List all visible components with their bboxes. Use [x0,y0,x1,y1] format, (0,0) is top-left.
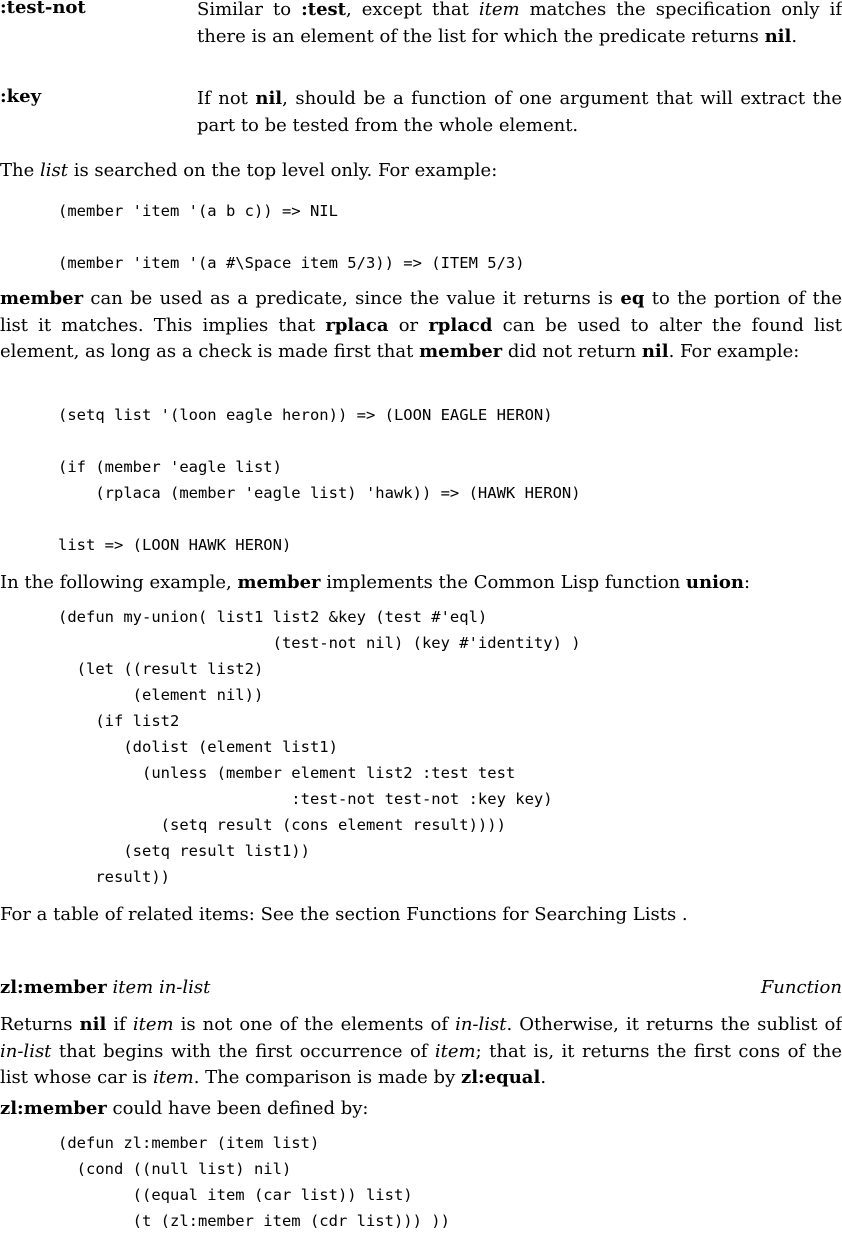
function-kind-label: Function [760,977,842,998]
function-name: zl:member [0,977,107,998]
paragraph-defined-by: zl:member could have been defined by: [0,1098,369,1119]
term-key: :key [0,86,42,107]
paragraph-returns: Returns nil if item is not one of the elements of in-list. Otherwise, it returns the sublist of in-list that begins with the first occurrence of item; that is, it returns the first cons of the list whose car is item. The comparison is made by zl:equal. [0,1014,842,1088]
paragraph-union: In the following example, member implements the Common Lisp function union: [0,572,751,593]
paragraph-related-items: For a table of related items: See the section Functions for Searching Lists . [0,904,688,925]
code-example-rplaca: (setq list '(loon eagle heron)) => (LOON EAGLE HERON) (if (member 'eagle list) (rplaca (member 'eagle list) 'hawk)) => (HAWK HERON) list => (LOON HAWK HERON) [58,406,581,554]
code-example-member: (member 'item '(a b c)) => NIL (member 'item '(a #\Space item 5/3)) => (ITEM 5/3) [58,202,525,272]
definition-test-not: Similar to :test, except that item matches the specification only if there is an element of the list for which the predicate returns nil. [197,0,842,47]
definition-key: If not nil, should be a function of one argument that will extract the part to be tested from the whole element. [197,88,842,136]
function-args: item in-list [112,977,211,998]
term-test-not: :test-not [0,0,86,18]
paragraph-top-level: The list is searched on the top level only. For example: [0,160,498,181]
code-example-my-union: (defun my-union( list1 list2 &key (test #'eql) (test-not nil) (key #'identity) ) (let ((result list2) (element nil)) (if list2 (dolist (element list1) (unless (member element list2 :test test :test-not test-not :key key) (setq result (cons element result)))) (setq result list1)) result)) [58,608,581,886]
code-example-zl-member: (defun zl:member (item list) (cond ((null list) nil) ((equal item (car list)) list) (t (zl:member item (cdr list))) )) [58,1134,450,1230]
function-heading [0,975,210,1001]
paragraph-predicate: member can be used as a predicate, since the value it returns is eq to the portion of the list it matches. This implies that rplaca or rplacd can be used to alter the found list element, as long as a check is made first that member did not return nil. For example: [0,288,842,362]
